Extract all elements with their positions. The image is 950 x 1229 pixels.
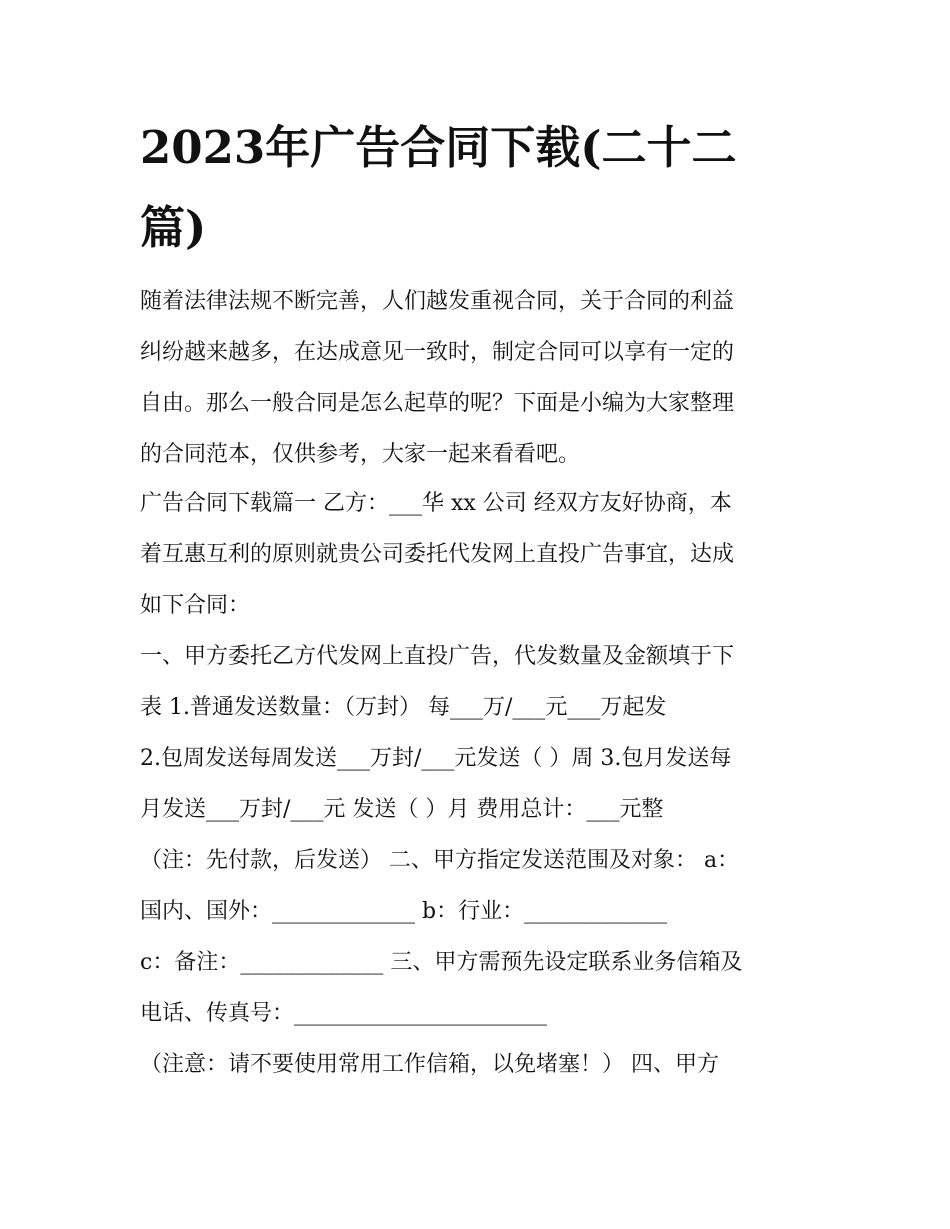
intro-line: 的合同范本，仅供参考，大家一起来看看吧。 (140, 442, 581, 467)
contract-line: 月发送___万封/___元 发送（ ）月 费用总计：___元整 (140, 797, 664, 822)
contract-line: 2.包周发送每周发送___万封/___元发送（ ）周 3.包月发送每 (140, 746, 732, 771)
contract-line: （注意：请不要使用常用工作信箱，以免堵塞！） 四、甲方 (140, 1052, 719, 1077)
intro-paragraph (140, 276, 820, 480)
contract-line: 广告合同下载篇一 乙方：___华 xx 公司 经双方友好协商，本 (140, 491, 732, 516)
title-line-1: 2023年广告合同下载(二十二 (140, 121, 737, 174)
contract-body (140, 478, 820, 1090)
contract-line: c：备注：_____________ 三、甲方需预先设定联系业务信箱及 (140, 950, 743, 975)
intro-line: 自由。那么一般合同是怎么起草的呢？下面是小编为大家整理 (140, 391, 735, 416)
document-title (140, 108, 830, 268)
contract-line: 国内、国外：_____________ b：行业：_____________ (140, 899, 668, 924)
contract-line: （注：先付款，后发送） 二、甲方指定发送范围及对象： a： (140, 848, 740, 873)
intro-line: 纠纷越来越多，在达成意见一致时，制定合同可以享有一定的 (140, 340, 735, 365)
contract-line: 一、甲方委托乙方代发网上直投广告，代发数量及金额填于下 (140, 644, 735, 669)
contract-line: 电话、传真号：_______________________ (140, 1001, 548, 1026)
contract-line: 如下合同： (140, 593, 251, 618)
title-line-2: 篇) (140, 201, 207, 254)
intro-line: 随着法律法规不断完善，人们越发重视合同，关于合同的利益 (140, 289, 735, 314)
contract-line: 表 1.普通发送数量：（万封） 每___万/___元___万起发 (140, 695, 667, 720)
contract-line: 着互惠互利的原则就贵公司委托代发网上直投广告事宜，达成 (140, 542, 735, 567)
